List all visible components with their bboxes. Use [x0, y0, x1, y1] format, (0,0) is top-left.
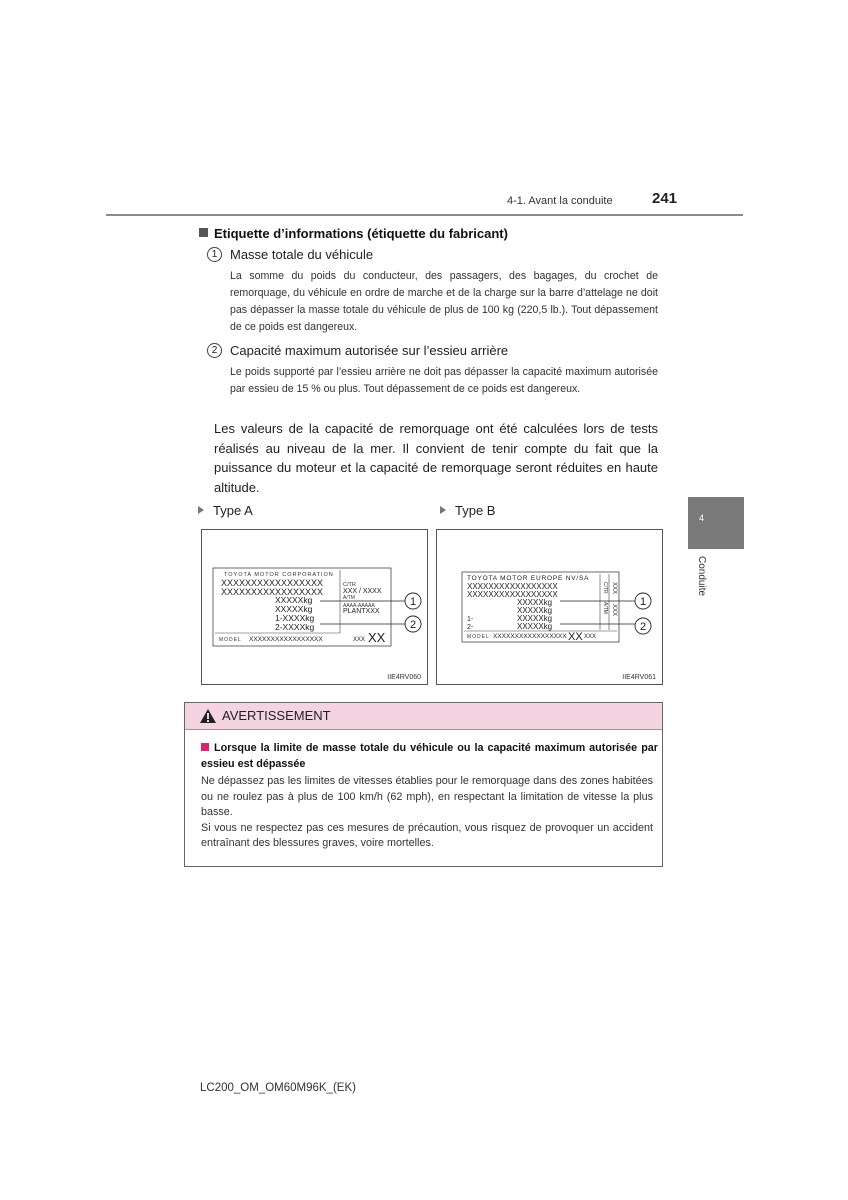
label-company: TOYOTA MOTOR CORPORATION [224, 572, 334, 578]
triangle-bullet-icon [440, 506, 446, 514]
callout-number: 1 [639, 596, 647, 608]
label-side-text: XXX / XXXX [343, 588, 382, 595]
label-weight: 2-XXXXkg [275, 622, 315, 632]
label-illustration-a [202, 530, 429, 686]
label-big-code: XX [368, 630, 386, 645]
section-title-text: Etiquette d’informations (étiquette du fabricant) [214, 226, 508, 241]
label-vin: XXXXXXXXXXXXXXXXX [467, 582, 558, 591]
section-title [199, 226, 508, 241]
item-body: Le poids supporté par l’essieu arrière ne doit pas dépasser la capacité maximum autorisée par essieu de 15 % ou plus. Tout dépassement de ce poids est dangereux. [230, 366, 658, 395]
label-side-text: A/TM [602, 602, 608, 614]
warning-paragraph: Si vous ne respectez pas ces mesures de précaution, vous risquez de provoquer un accident entraînant des blessures graves, voire mortelles. [201, 821, 653, 850]
label-side-text: C/TR [343, 582, 356, 588]
label-model-caption: MODEL [219, 637, 242, 643]
callout-number: 2 [409, 619, 417, 631]
callout-number: 2 [639, 621, 647, 633]
square-bullet-icon [199, 228, 208, 237]
warning-header [185, 703, 662, 730]
label-company: TOYOTA MOTOR EUROPE NV/SA [467, 575, 590, 582]
label-small-code: XXX [353, 637, 366, 643]
label-model-caption: MODEL [467, 634, 490, 640]
page-number: 241 [652, 190, 678, 207]
header-rule [106, 214, 743, 216]
warning-subtitle: Lorsque la limite de masse totale du véhicule ou la capacité maximum autorisée par essieu est dépassée [201, 742, 658, 770]
warning-paragraph: Ne dépassez pas les limites de vitesses établies pour le remorquage dans des zones habitées ou ne roulez pas à plus de 100 km/h (62 mph), en respectant la limitation de vitesse la plus basse. [201, 775, 653, 819]
warning-triangle-icon [199, 708, 217, 724]
label-vin: XXXXXXXXXXXXXXXXX [467, 590, 558, 599]
label-side-text: XXX [611, 604, 617, 617]
label-vin: XXXXXXXXXXXXXXXXX [221, 578, 324, 588]
figure-code: IIE4RV060 [387, 674, 421, 681]
warning-body [201, 774, 653, 852]
label-side-text: C/TR [602, 582, 608, 594]
chapter-tab-label: Conduite [696, 556, 707, 597]
label-illustration-b [437, 530, 664, 686]
label-model-value: XXXXXXXXXXXXXXXXX [493, 633, 567, 640]
label-weight: XXXXXkg [517, 606, 553, 615]
triangle-bullet-icon [198, 506, 204, 514]
label-side-text: AAAA-AAAAA [343, 603, 375, 609]
header-section-title: 4-1. Avant la conduite [507, 195, 613, 207]
figure-type-label-b: Type B [440, 503, 495, 518]
label-side-text: XXX [611, 582, 617, 595]
label-weight-prefix: 1- [467, 616, 474, 623]
figure-type-a [201, 529, 428, 685]
label-weight: XXXXXkg [517, 622, 553, 631]
label-weight: XXXXXkg [517, 598, 553, 607]
label-small-code: XXX [584, 634, 597, 640]
label-weight-prefix: 2- [467, 624, 474, 631]
label-weight: XXXXXkg [275, 604, 313, 614]
figure-type-b [436, 529, 663, 685]
label-vin: XXXXXXXXXXXXXXXXX [221, 587, 324, 597]
callout-number: 1 [409, 596, 417, 608]
chapter-tab [688, 497, 744, 549]
item-body: La somme du poids du conducteur, des passagers, des bagages, du crochet de remorquage, du véhicule en ordre de marche et de la charge sur la barre d’attelage ne doit pas dépasser la masse totale du véhicule de plus de 100 kg (220,5 lb.). Tout dépassement de ce poids est dangereux. [230, 270, 658, 333]
label-model-value: XXXXXXXXXXXXXXXXX [249, 636, 323, 643]
square-bullet-icon [201, 743, 209, 751]
label-side-text: PLANTXXX [343, 608, 380, 615]
label-weight: XXXXXkg [275, 595, 313, 605]
item-title: Masse totale du véhicule [230, 247, 374, 262]
item-title: Capacité maximum autorisée sur l’essieu arrière [230, 343, 509, 358]
label-big-code: XX [568, 631, 583, 643]
item-number-circle: 2 [207, 343, 222, 358]
warning-title: AVERTISSEMENT [222, 708, 331, 723]
label-weight: 1-XXXXkg [275, 613, 315, 623]
main-paragraph: Les valeurs de la capacité de remorquage ont été calculées lors de tests réalisés au niveau de la mer. Il convient de tenir compte du fait que la puissance du moteur et la capacité de remorquage seront réduites en haute altitude. [214, 421, 658, 495]
label-weight: XXXXXkg [517, 614, 553, 623]
document-code: LC200_OM_OM60M96K_(EK) [200, 1082, 356, 1094]
warning-box [184, 702, 663, 867]
figure-code: IIE4RV061 [622, 674, 656, 681]
label-side-text: A/TM [343, 595, 355, 601]
figure-type-label-a: Type A [198, 503, 253, 518]
item-number-circle: 1 [207, 247, 222, 262]
chapter-tab-number: 4 [699, 513, 705, 523]
